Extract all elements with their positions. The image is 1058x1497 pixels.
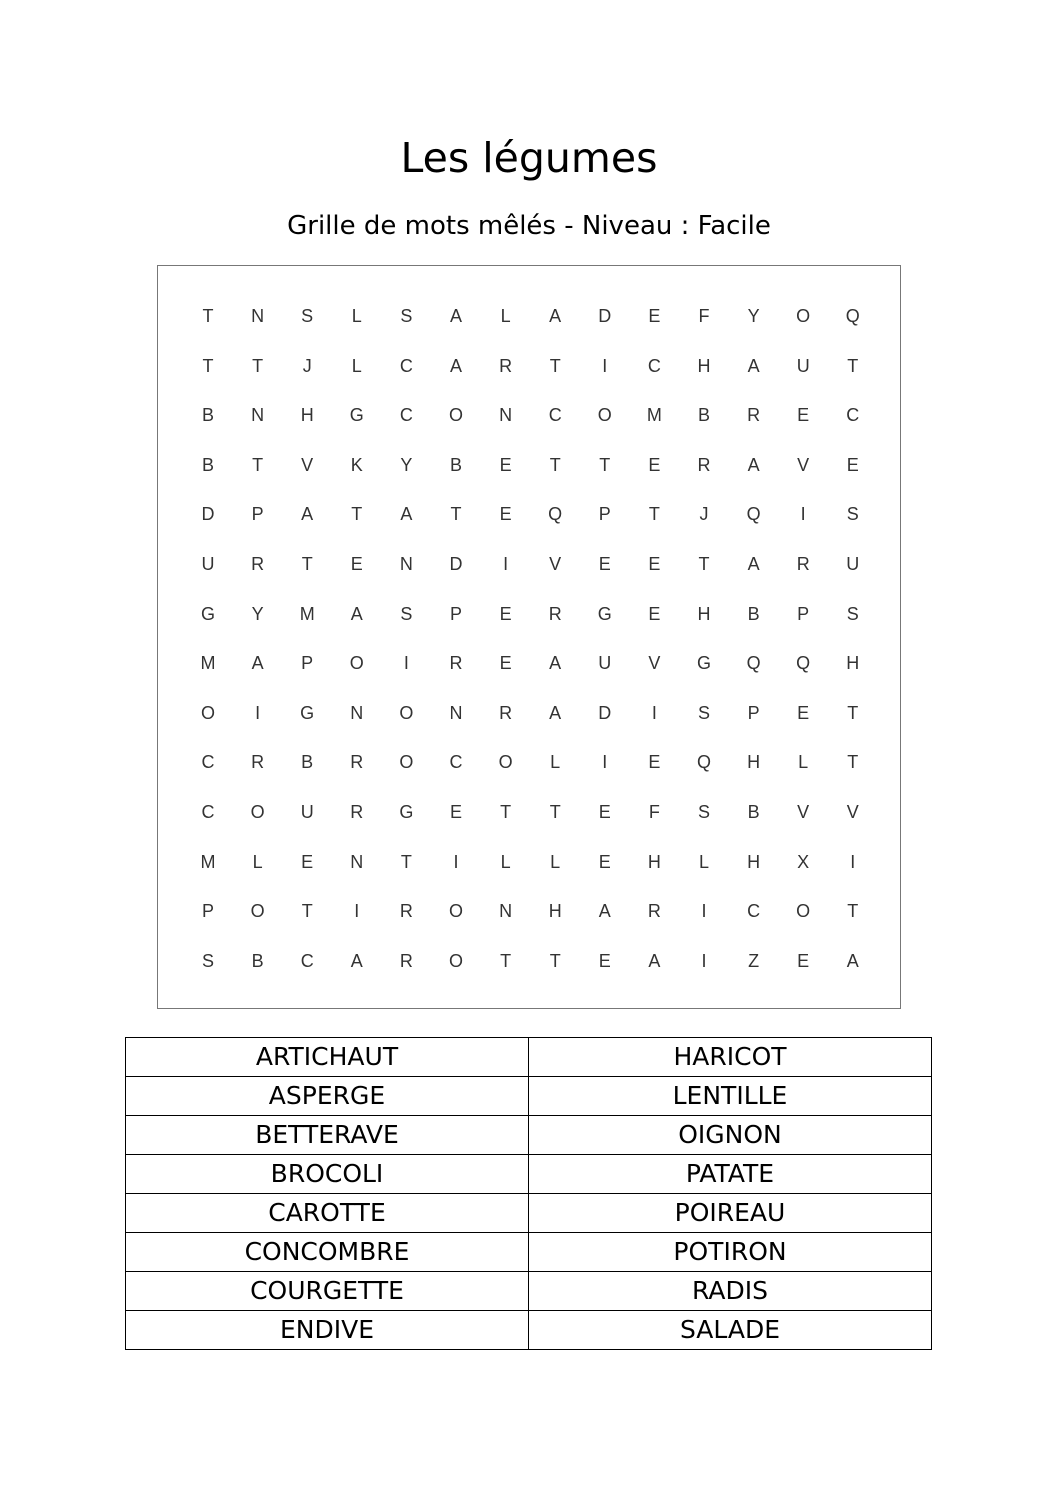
grid-letter[interactable]: H (747, 752, 761, 773)
grid-letter[interactable]: N (350, 851, 364, 872)
grid-letter[interactable]: E (350, 554, 363, 574)
grid-letter[interactable]: T (500, 802, 512, 822)
grid-letter[interactable]: U (846, 554, 860, 574)
page-title: Les légumes (400, 134, 658, 182)
grid-letter[interactable]: L (798, 752, 809, 773)
grid-letter[interactable]: S (846, 603, 859, 624)
grid-letter[interactable]: C (747, 901, 761, 922)
grid-letter[interactable]: P (747, 702, 760, 723)
grid-letter[interactable]: T (252, 454, 264, 475)
grid-letter[interactable]: E (499, 653, 512, 674)
grid-letter[interactable]: A (449, 355, 462, 376)
grid-letter[interactable]: R (647, 901, 661, 922)
grid-letter[interactable]: O (399, 752, 414, 773)
grid-letter[interactable]: N (350, 702, 364, 723)
grid-letter[interactable]: H (647, 851, 661, 872)
grid-letter[interactable]: U (598, 653, 612, 674)
grid-letter[interactable]: D (598, 702, 612, 723)
grid-letter[interactable]: G (399, 802, 414, 822)
grid-letter[interactable]: B (201, 454, 214, 475)
grid-letter[interactable]: S (301, 306, 314, 326)
grid-letter[interactable]: E (797, 950, 810, 971)
grid-letter[interactable]: E (846, 454, 859, 475)
grid-letter[interactable]: T (847, 355, 859, 376)
grid-letter[interactable]: P (201, 901, 214, 922)
word-item: POTIRON (529, 1233, 932, 1272)
grid-letter[interactable]: R (399, 901, 413, 922)
grid-letter[interactable]: H (747, 851, 761, 872)
grid-letter[interactable]: S (400, 306, 413, 326)
word-search-grid (157, 265, 901, 1009)
grid-letter[interactable]: O (796, 901, 811, 922)
grid-letter[interactable]: D (598, 306, 612, 326)
grid-letter[interactable]: I (255, 702, 261, 723)
grid-letter[interactable]: T (301, 554, 313, 574)
grid-letter[interactable]: E (797, 702, 810, 723)
grid-letter[interactable]: I (602, 752, 608, 773)
grid-letter[interactable]: P (301, 653, 314, 674)
grid-letter[interactable]: O (448, 950, 463, 971)
grid-letter[interactable]: C (449, 752, 463, 773)
grid-letter[interactable]: T (549, 355, 561, 376)
grid-letter[interactable]: O (200, 702, 215, 723)
word-item: BETTERAVE (126, 1116, 529, 1155)
grid-letter[interactable]: R (697, 454, 711, 475)
grid-letter[interactable]: J (699, 504, 709, 525)
grid-letter[interactable]: A (648, 950, 661, 971)
grid-letter[interactable]: R (499, 355, 513, 376)
grid-letter[interactable]: R (449, 653, 463, 674)
grid-letter[interactable]: E (797, 405, 810, 426)
grid-letter[interactable]: T (847, 702, 859, 723)
word-item: SALADE (529, 1311, 932, 1350)
grid-letter[interactable]: T (549, 454, 561, 475)
grid-letter[interactable]: F (698, 306, 710, 326)
grid-letter[interactable]: T (450, 504, 462, 525)
grid-letter[interactable]: S (697, 802, 710, 822)
grid-letter[interactable]: B (747, 603, 760, 624)
grid-letter[interactable]: Q (746, 653, 761, 674)
grid-letter[interactable]: V (797, 802, 810, 822)
grid-letter[interactable]: A (350, 603, 363, 624)
grid-letter[interactable]: O (250, 901, 265, 922)
grid-letter[interactable]: V (301, 454, 314, 475)
grid-letter[interactable]: H (697, 603, 711, 624)
grid-letter[interactable]: E (648, 603, 661, 624)
grid-letter[interactable]: T (847, 901, 859, 922)
grid-letter[interactable]: C (399, 355, 413, 376)
grid-letter[interactable]: E (648, 306, 661, 326)
grid-letter[interactable]: B (201, 405, 214, 426)
grid-letter[interactable]: E (648, 752, 661, 773)
grid-letter[interactable]: Y (251, 603, 264, 624)
grid-letter[interactable]: H (300, 405, 314, 426)
grid-letter[interactable]: A (747, 355, 760, 376)
word-row (126, 1194, 932, 1233)
grid-letter[interactable]: N (449, 702, 463, 723)
grid-letter[interactable]: A (549, 653, 562, 674)
word-row (126, 1116, 932, 1155)
grid-letter[interactable]: N (399, 554, 413, 574)
grid-letter[interactable]: Q (845, 306, 860, 326)
grid-letter[interactable]: U (796, 355, 810, 376)
grid-letter[interactable]: C (300, 950, 314, 971)
word-row (126, 1233, 932, 1272)
grid-letter[interactable]: H (548, 901, 562, 922)
grid-letter[interactable]: L (550, 851, 561, 872)
grid-letter[interactable]: X (797, 851, 810, 872)
grid-letter[interactable]: O (498, 752, 513, 773)
grid-letter[interactable]: T (202, 355, 214, 376)
grid-letter[interactable]: K (350, 454, 363, 475)
grid-letter[interactable]: S (400, 603, 413, 624)
grid-letter[interactable]: C (846, 405, 860, 426)
grid-letter[interactable]: Z (748, 950, 760, 971)
grid-letter[interactable]: B (251, 950, 264, 971)
grid-letter[interactable]: N (251, 405, 265, 426)
grid-letter[interactable]: B (747, 802, 760, 822)
grid-letter[interactable]: V (846, 802, 859, 822)
grid-letter[interactable]: O (448, 405, 463, 426)
grid-letter[interactable]: T (301, 901, 313, 922)
grid-letter[interactable]: T (549, 950, 561, 971)
grid-letter[interactable]: A (747, 554, 760, 574)
word-item: PATATE (529, 1155, 932, 1194)
grid-letter[interactable]: F (648, 802, 660, 822)
grid-letter[interactable]: I (651, 702, 657, 723)
grid-letter[interactable]: R (796, 554, 810, 574)
grid-letter[interactable]: H (697, 355, 711, 376)
grid-letter[interactable]: Q (696, 752, 711, 773)
grid-letter[interactable]: U (300, 802, 314, 822)
grid-letter[interactable]: O (399, 702, 414, 723)
grid-letter[interactable]: O (796, 306, 811, 326)
grid-letter[interactable]: I (850, 851, 856, 872)
grid-letter[interactable]: B (697, 405, 710, 426)
grid-letter[interactable]: T (400, 851, 412, 872)
grid-letter[interactable]: T (698, 554, 710, 574)
grid-letter[interactable]: O (250, 802, 265, 822)
grid-letter[interactable]: N (499, 405, 513, 426)
word-item: COURGETTE (126, 1272, 529, 1311)
grid-letter[interactable]: A (846, 950, 859, 971)
grid-letter[interactable]: R (251, 752, 265, 773)
grid-letter[interactable]: G (349, 405, 364, 426)
word-row (126, 1311, 932, 1350)
grid-letter[interactable]: M (299, 603, 315, 624)
grid-letter[interactable]: E (301, 851, 314, 872)
grid-letter[interactable]: L (500, 306, 511, 326)
grid-letter[interactable]: E (648, 554, 661, 574)
word-item: CONCOMBRE (126, 1233, 529, 1272)
grid-letter[interactable]: D (201, 504, 215, 525)
grid-letter[interactable]: L (550, 752, 561, 773)
grid-letter[interactable]: A (549, 702, 562, 723)
grid-letter[interactable]: I (354, 901, 360, 922)
grid-letter[interactable]: R (399, 950, 413, 971)
grid-letter[interactable]: J (302, 355, 312, 376)
grid-letter[interactable]: E (598, 950, 611, 971)
grid-letter[interactable]: E (648, 454, 661, 475)
grid-letter[interactable]: I (403, 653, 409, 674)
grid-letter[interactable]: C (201, 752, 215, 773)
grid-letter[interactable]: E (499, 454, 512, 475)
grid-letter[interactable]: G (597, 603, 612, 624)
grid-letter[interactable]: L (351, 355, 362, 376)
grid-letter[interactable]: T (648, 504, 660, 525)
grid-letter[interactable]: Q (548, 504, 563, 525)
grid-letter[interactable]: R (350, 802, 364, 822)
word-item: ENDIVE (126, 1311, 529, 1350)
grid-letter[interactable]: R (499, 702, 513, 723)
grid-letter[interactable]: C (201, 802, 215, 822)
grid-letter[interactable]: G (200, 603, 215, 624)
grid-letter[interactable]: M (200, 653, 216, 674)
word-item: OIGNON (529, 1116, 932, 1155)
grid-letter[interactable]: A (598, 901, 611, 922)
grid-letter[interactable]: L (252, 851, 263, 872)
grid-letter[interactable]: S (697, 702, 710, 723)
grid-letter[interactable]: P (598, 504, 611, 525)
grid-letter[interactable]: T (202, 306, 214, 326)
grid-letter[interactable]: S (846, 504, 859, 525)
grid-letter[interactable]: T (599, 454, 611, 475)
grid-letter[interactable]: E (449, 802, 462, 822)
word-row (126, 1077, 932, 1116)
grid-letter[interactable]: I (701, 950, 707, 971)
grid-letter[interactable]: I (503, 554, 509, 574)
grid-letter[interactable]: A (350, 950, 363, 971)
grid-letter[interactable]: D (449, 554, 463, 574)
grid-letter[interactable]: B (449, 454, 462, 475)
grid-letter[interactable]: T (847, 752, 859, 773)
grid-letter[interactable]: B (301, 752, 314, 773)
grid-letter[interactable]: Q (796, 653, 811, 674)
grid-letter[interactable]: M (200, 851, 216, 872)
word-item: ASPERGE (126, 1077, 529, 1116)
grid-letter[interactable]: M (646, 405, 662, 426)
grid-letter[interactable]: C (548, 405, 562, 426)
grid-letter[interactable]: Q (746, 504, 761, 525)
word-item: LENTILLE (529, 1077, 932, 1116)
grid-letter[interactable]: V (549, 554, 562, 574)
grid-letter[interactable]: C (647, 355, 661, 376)
grid-letter[interactable]: E (499, 504, 512, 525)
grid-letter[interactable]: A (400, 504, 413, 525)
word-item: HARICOT (529, 1038, 932, 1077)
grid-letter[interactable]: L (698, 851, 709, 872)
grid-letter[interactable]: S (201, 950, 214, 971)
word-item: BROCOLI (126, 1155, 529, 1194)
grid-letter[interactable]: Y (747, 306, 760, 326)
word-row (126, 1038, 932, 1077)
grid-letter[interactable]: R (747, 405, 761, 426)
grid-letter[interactable]: Y (400, 454, 413, 475)
word-list-table (125, 1037, 932, 1350)
word-item: ARTICHAUT (126, 1038, 529, 1077)
grid-letter[interactable]: A (449, 306, 462, 326)
grid-letter[interactable]: I (453, 851, 459, 872)
grid-letter[interactable]: E (598, 802, 611, 822)
grid-letter[interactable]: R (548, 603, 562, 624)
word-item: CAROTTE (126, 1194, 529, 1233)
grid-letter[interactable]: I (800, 504, 806, 525)
grid-letter[interactable]: N (251, 306, 265, 326)
grid-letter[interactable]: V (797, 454, 810, 475)
word-item: POIREAU (529, 1194, 932, 1233)
word-row (126, 1272, 932, 1311)
grid-letter[interactable]: G (696, 653, 711, 674)
grid-letter[interactable]: A (301, 504, 314, 525)
grid-letter[interactable]: O (597, 405, 612, 426)
page-subtitle: Grille de mots mêlés - Niveau : Facile (287, 211, 771, 241)
grid-letter[interactable]: I (602, 355, 608, 376)
grid-letter[interactable]: R (350, 752, 364, 773)
grid-letter[interactable]: C (399, 405, 413, 426)
grid-letter[interactable]: T (252, 355, 264, 376)
grid-letter[interactable]: N (499, 901, 513, 922)
grid-letter[interactable]: R (251, 554, 265, 574)
grid-letter[interactable]: P (797, 603, 810, 624)
grid-letter[interactable]: A (549, 306, 562, 326)
grid-letter[interactable]: T (549, 802, 561, 822)
word-item: RADIS (529, 1272, 932, 1311)
grid-letter[interactable]: O (349, 653, 364, 674)
grid-letter[interactable]: U (201, 554, 215, 574)
grid-letter[interactable]: G (300, 702, 315, 723)
grid-letter[interactable]: V (648, 653, 661, 674)
grid-letter[interactable]: T (500, 950, 512, 971)
grid-letter[interactable]: O (448, 901, 463, 922)
grid-letter[interactable]: P (251, 504, 264, 525)
grid-letter[interactable]: H (846, 653, 860, 674)
grid-letter[interactable]: L (351, 306, 362, 326)
grid-letter[interactable]: P (449, 603, 462, 624)
grid-letter[interactable]: E (598, 554, 611, 574)
word-row (126, 1155, 932, 1194)
grid-letter[interactable]: I (701, 901, 707, 922)
grid-letter[interactable]: E (598, 851, 611, 872)
grid-letter[interactable]: A (251, 653, 264, 674)
grid-letter[interactable]: L (500, 851, 511, 872)
grid-letter[interactable]: T (351, 504, 363, 525)
grid-letter[interactable]: A (747, 454, 760, 475)
grid-letter[interactable]: E (499, 603, 512, 624)
